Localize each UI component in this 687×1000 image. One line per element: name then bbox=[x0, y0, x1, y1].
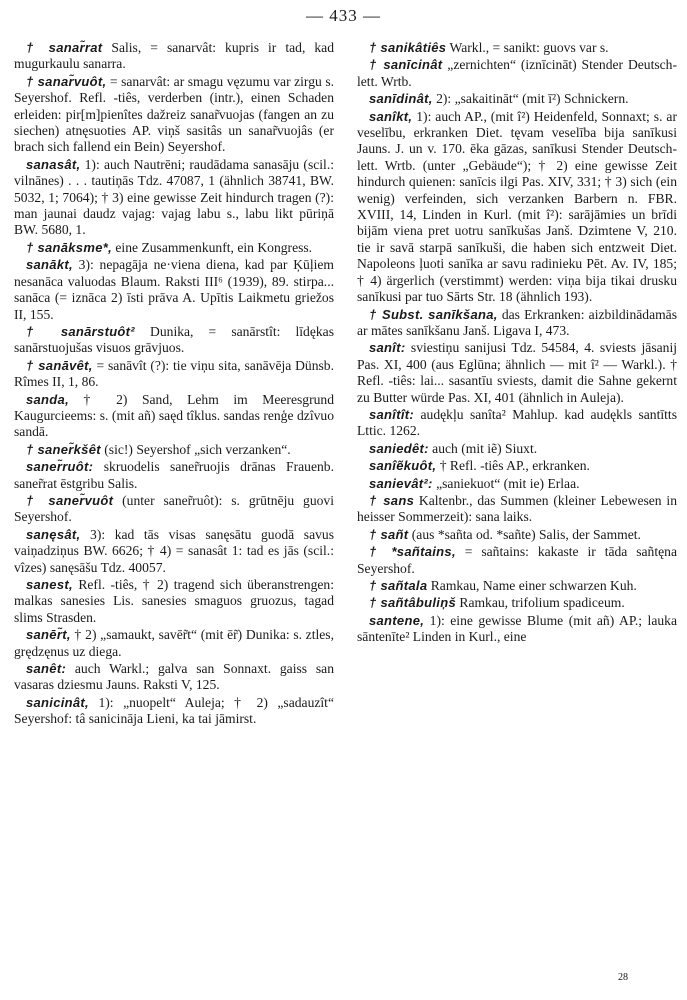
dictionary-entry bbox=[357, 441, 677, 457]
entry-text: Salis, = sanarvât: kupris ir tad, kad mugurkaulu sanarra. bbox=[14, 40, 334, 72]
dictionary-entry bbox=[357, 40, 677, 56]
dictionary-entry bbox=[357, 476, 677, 492]
dictionary-entry bbox=[357, 493, 677, 526]
entry-text: „zernichten“ (iznīcināt) Stender Deutsch-lett. Wrtb. bbox=[357, 57, 678, 89]
dictionary-entry bbox=[357, 91, 677, 107]
entry-headword: saner̃ruôt: bbox=[26, 459, 94, 475]
dictionary-entry bbox=[357, 613, 677, 646]
entry-headword: sanasât, bbox=[26, 156, 81, 172]
dictionary-entry bbox=[14, 324, 334, 357]
entry-text: sviestiņu sanijusi Tdz. 54584, 4. sviests jāsanij Pas. XI, 400 (aus Eglūna; ähnlich — mit î² — Warkl.). † Refl. -tiês: lai... sasantīu sviests, damit die Sahne gekernt zu Butter würde Pas. XI, 401 (ähnlich in Auleja). bbox=[357, 340, 677, 405]
entry-headword: sanęsât, bbox=[26, 526, 81, 542]
dictionary-entry bbox=[14, 695, 334, 728]
entry-text: = sanarvât: ar smagu vęzumu var zirgu s. Seyershof. Refl. -tiês, verderben (intr.), einen Schaden erleiden: pir[m]pienîtes dažreiz sanar̃vuojas (fangen an zu siechen) atnęsuoties AP. viņš sasitâs un sanar̃vuojâs (er brach sich fallend ein Bein) Seyershof. bbox=[14, 73, 335, 155]
dictionary-entry bbox=[357, 578, 677, 594]
dictionary-entry bbox=[357, 544, 677, 577]
entry-text: 3): kad tās visas sanęsātu guodā savus vaiņadziņus BW. 6626; † 4) = sanasât 1: tad es jās (scil.: vîzes) sanęsāšu Tdz. 40057. bbox=[14, 526, 334, 575]
entry-headword: † sanārstuôt² bbox=[26, 323, 135, 339]
entry-text: Ramkau, Name einer schwarzen Kuh. bbox=[427, 578, 637, 593]
dictionary-entry bbox=[14, 40, 334, 73]
dictionary-entry bbox=[14, 577, 334, 626]
entry-text: das Erkranken: aizbildinādamās ar mātes sanīkšanu Janš. Ligava I, 473. bbox=[357, 306, 677, 338]
entry-headword: † saner̃kšêt bbox=[26, 441, 101, 457]
page-number: — 433 — bbox=[306, 6, 381, 25]
entry-headword: sanda, bbox=[26, 391, 69, 407]
entry-text: † Refl. -tiês AP., erkranken. bbox=[436, 458, 590, 474]
entry-headword: sanîtît: bbox=[369, 406, 415, 422]
entry-text: audękļu sanîta² Mahlup. kad audękls santītts Lttic. 1262. bbox=[357, 406, 677, 439]
entry-headword: † sans bbox=[369, 492, 415, 508]
entry-headword: sanêt: bbox=[26, 661, 67, 677]
entry-text: Kaltenbr., das Summen (kleiner Lebewesen in heisser Sommerzeit): sana laiks. bbox=[357, 492, 677, 525]
entry-headword: sanīdinât, bbox=[369, 91, 433, 107]
entry-text: 3): nepagāja ne·viena diena, kad par Ķūļiem nesanāca valuodas Blaum. Raksti III⁶ (1939), 89. stirpa... sanāca (= iznāca 2) īsti prāva A. Upītis Laikmetu griežos II, 155. bbox=[14, 257, 334, 322]
entry-headword: † sanar̃rat bbox=[26, 40, 103, 55]
dictionary-entry bbox=[14, 459, 334, 492]
dictionary-entry bbox=[14, 392, 334, 441]
dictionary-entry bbox=[14, 257, 334, 323]
dictionary-entry bbox=[14, 240, 334, 256]
dictionary-entry bbox=[357, 340, 677, 406]
entry-text: auch (mit iẽ) Siuxt. bbox=[428, 440, 538, 456]
entry-headword: † sanāksme*, bbox=[26, 239, 112, 255]
dictionary-entry bbox=[14, 74, 334, 156]
entry-text: 1): „nuopelt“ Auleja; † 2) „sadauzît“ Seyershof: tâ sanicināja Lieni, ka tai jāmirst. bbox=[14, 694, 334, 727]
entry-text: Warkl., = sanikt: guovs var s. bbox=[446, 40, 609, 55]
dictionary-entry bbox=[14, 358, 334, 391]
entry-headword: † sanikâtiês bbox=[369, 40, 447, 55]
entry-headword: † sañt bbox=[369, 526, 409, 542]
entry-text: (unter saner̃ruôt): s. grūtnēju guovi Seyershof. bbox=[14, 492, 334, 525]
entry-headword: sanākt, bbox=[26, 257, 73, 273]
column-divider bbox=[342, 42, 343, 962]
dictionary-entry bbox=[14, 442, 334, 458]
entry-headword: santene, bbox=[369, 612, 425, 628]
dictionary-entry bbox=[14, 661, 334, 694]
entry-headword: sanît: bbox=[369, 340, 406, 356]
entry-text: = sañtains: kakaste ir tāda sañtęna Seyershof. bbox=[357, 544, 677, 576]
dictionary-entry bbox=[357, 57, 677, 90]
entry-headword: † sanāvêt, bbox=[26, 357, 93, 373]
entry-headword: † sanīcinât bbox=[369, 57, 443, 73]
entry-headword: † sañtâbuliņš bbox=[369, 595, 456, 611]
entry-text: 1): eine gewisse Blume (mit añ) AP.; lauka sāntenīte² Linden in Kurl., eine bbox=[357, 612, 677, 645]
dictionary-entry bbox=[14, 157, 334, 239]
dictionary-entry bbox=[14, 627, 334, 660]
entry-headword: † Subst. sanīkšana, bbox=[369, 306, 498, 322]
entry-headword: sanēr̃t, bbox=[26, 627, 71, 643]
entry-headword: saniedêt: bbox=[369, 440, 429, 456]
entry-text: (aus *sañta od. *sañte) Salis, der Sammet. bbox=[408, 526, 641, 542]
dictionary-entry bbox=[357, 307, 677, 340]
entry-text: 2): „sakaitināt“ (mit ī²) Schnickern. bbox=[432, 91, 629, 107]
entry-text: 1): auch Nautrēni; raudādama sanasāju (scil.: vilnānes) . . . tautiņās Tdz. 47087, 1 (ähnlich 38741, BW. 5032, 1; 7064); † 3) eine gewisse Zeit hindurch tragen (?): man jaunai daudz vajag: vajag labu s., labu likt pūriņā BW. 5680, 1. bbox=[14, 156, 334, 238]
entry-headword: † *sañtains, bbox=[369, 544, 456, 560]
dictionary-entry bbox=[14, 527, 334, 576]
entry-text: Ramkau, trifolium spadiceum. bbox=[455, 595, 625, 611]
dictionary-entry bbox=[357, 527, 677, 543]
entry-text: „saniekuot“ (mit ie) Erlaa. bbox=[432, 475, 580, 491]
right-column bbox=[357, 40, 677, 647]
entry-text: 1): auch AP., (mit î²) Heidenfeld, Sonnaxt; s. ar veselību, erkranken Diet. tęvam veselība bija sanīkusi Jauns. J. un v. 170. ēka gāzas, sanīkusi Stender Deutsch-lett. Wrtb. (unter „Gebäude“); † 2) eine gewisse Zeit hindurch quienen: sanīcis ilgi Pas. XIV, 331; † 3) sich (ein wenig) verfeinden, sich verzanken Barbern n. FBR. XVIII, 14, Linden in Kurl. (mit î²): sarājāmies un brīdi bijām viena pret uotru sanīkušas Janš. Dzimtene V, 210. tie ir savā starpā sanīkuši, die haben sich entzweit Diet. Napoleons ļuoti sanīka ar savu radinieku Pēt. Av. IV, 185; † 4) ärgerlich (verstimmt) werden: viņa bija tikai drusku sanīkusi par tuo Sārts Str. 18 (ähnlich 193). bbox=[357, 108, 677, 305]
entry-headword: sanicinât, bbox=[26, 694, 89, 710]
dictionary-entry bbox=[357, 109, 677, 306]
entry-text: = sanāvît (?): tie viņu sita, sanāvēja Dünsb. Rîmes II, 1, 86. bbox=[14, 357, 334, 390]
dictionary-entry bbox=[357, 407, 677, 440]
entry-headword: † saner̃vuôt bbox=[26, 492, 114, 508]
entry-text: eine Zusammenkunft, ein Kongress. bbox=[112, 239, 313, 255]
entry-text: (sic!) Seyershof „sich verzanken“. bbox=[100, 441, 291, 457]
entry-text: † 2) „samaukt, savēr̃t“ (mit ēr̃) Dunika: s. ztles, grędzęnus uz diega. bbox=[14, 627, 334, 659]
entry-text: Refl. -tiês, † 2) tragend sich überanstrengen: malkas sanesies Lis. sanesies smaguos gruozus, tagad slims Strasden. bbox=[14, 577, 334, 625]
entry-headword: sanest, bbox=[26, 577, 73, 592]
entry-headword: † sañtala bbox=[369, 578, 428, 593]
entry-headword: sanîẽkuôt, bbox=[369, 458, 437, 474]
entry-text: auch Warkl.; galva san Sonnaxt. gaiss san vasaras dziesmu Jauns. Raksti V, 125. bbox=[14, 661, 334, 693]
signature-mark: 28 bbox=[618, 972, 628, 983]
entry-headword: sanievât²: bbox=[369, 475, 433, 491]
entry-headword: † sanar̃vuôt, bbox=[26, 73, 107, 89]
entry-headword: sanîkt, bbox=[369, 108, 413, 124]
entry-text: Dunika, = sanārstît: līdękas sanārstuojušas visuos grāvjuos. bbox=[14, 323, 334, 356]
dictionary-entry bbox=[357, 458, 677, 474]
entry-text: † 2) Sand, Lehm im Meeresgrund Kaugurcieems: s. (mit añ) saęd tîklus. sandas renģe dzîvuo sandā. bbox=[14, 391, 334, 440]
entry-text: skruodelis saner̃ruojis drānas Frauenb. saner̃rat ēstgribu Salis. bbox=[14, 459, 334, 491]
dictionary-entry bbox=[357, 595, 677, 611]
left-column bbox=[14, 40, 334, 729]
dictionary-entry bbox=[14, 493, 334, 526]
